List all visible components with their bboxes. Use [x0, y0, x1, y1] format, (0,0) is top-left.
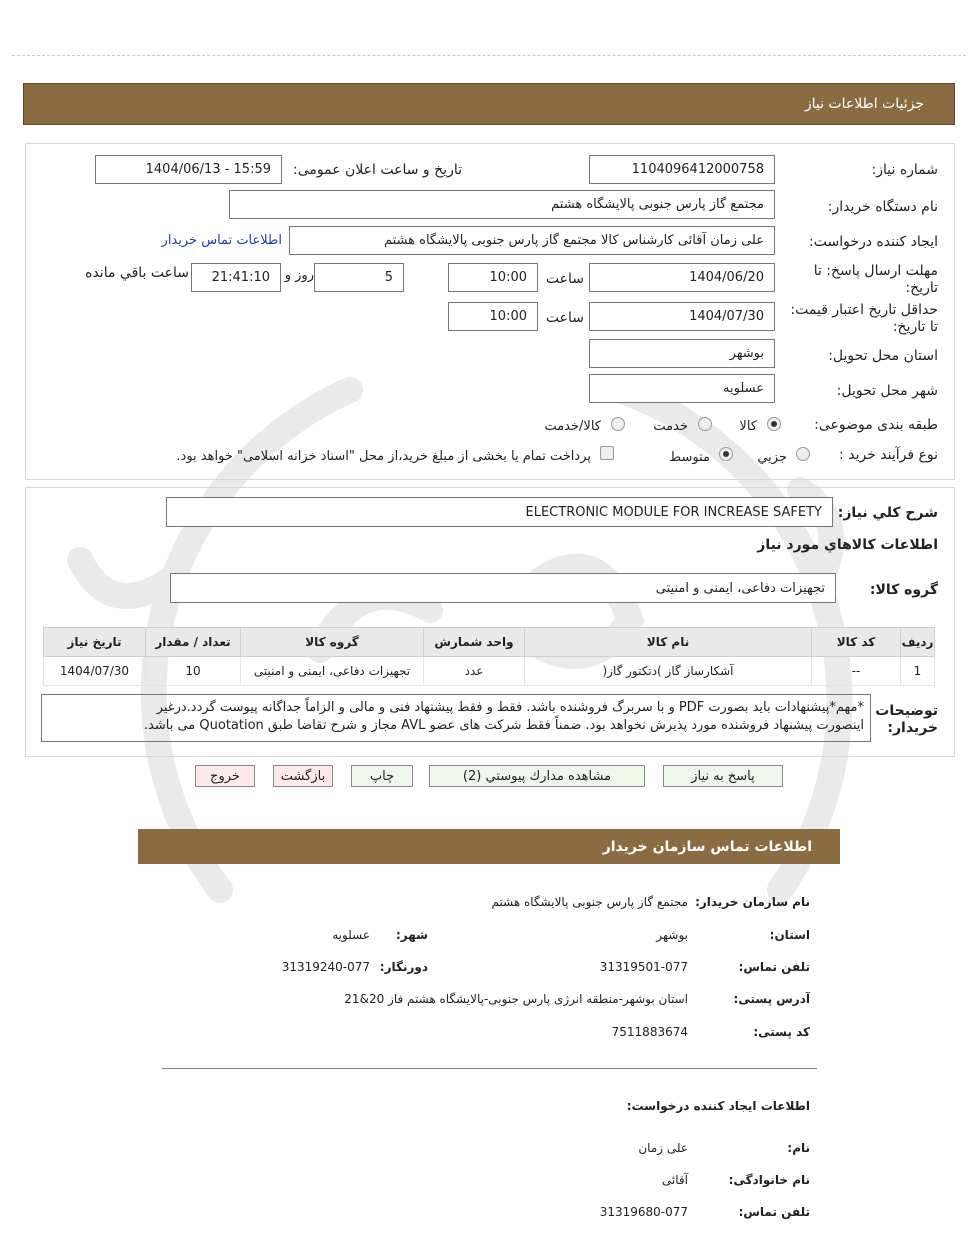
buyer-contact-link[interactable]: اطلاعات تماس خریدار — [161, 233, 282, 248]
validity-label-line2: تا تاریخ: — [892, 319, 938, 335]
contact-header — [138, 829, 840, 864]
announce-label: تاریخ و ساعت اعلان عمومی: — [293, 162, 462, 178]
city-field: عسلویه — [589, 374, 775, 403]
col-row: ردیف — [901, 628, 935, 657]
cell-date: 1404/07/30 — [44, 657, 146, 686]
province-field: بوشهر — [589, 339, 775, 368]
process-option-medium: متوسط — [669, 450, 710, 465]
cell-unit: عدد — [424, 657, 525, 686]
process-label: نوع فرآیند خرید : — [839, 447, 938, 463]
deadline-date-field: 1404/06/20 — [589, 263, 775, 292]
category-radio-goods[interactable] — [767, 417, 781, 431]
need-number-field: 1104096412000758 — [589, 155, 775, 184]
deadline-time-label: ساعت — [545, 271, 584, 287]
process-radio-medium[interactable] — [719, 447, 733, 461]
category-radio-service[interactable] — [698, 417, 712, 431]
contact-phone-value: 31319501-077 — [599, 960, 688, 974]
desc-label: شرح كلي نیاز: — [837, 505, 938, 521]
buyer-org-field: مجتمع گاز پارس جنوبی پالایشگاه هشتم — [229, 190, 775, 219]
creator-name-label: نام: — [787, 1141, 810, 1155]
creator-family-value: آقائی — [661, 1173, 688, 1187]
col-date: تاریخ نیاز — [44, 628, 146, 657]
group-label: گروه کالا: — [869, 582, 938, 598]
creator-label: ایجاد کننده درخواست: — [809, 234, 938, 250]
province-label: استان محل تحویل: — [828, 348, 938, 364]
payment-checkbox[interactable] — [600, 446, 614, 460]
contact-address-label: آدرس پستی: — [733, 992, 810, 1006]
table-row — [44, 657, 935, 686]
details-header — [23, 83, 955, 125]
creator-name-value: علی زمان — [638, 1141, 688, 1155]
cell-group: تجهیزات دفاعی، ایمنی و امنیتی — [241, 657, 424, 686]
notes-box — [41, 694, 871, 742]
creator-phone-label: تلفن تماس: — [738, 1205, 810, 1219]
contact-fax-label: دورنگار: — [379, 960, 428, 974]
items-table-header — [44, 628, 935, 657]
category-label: طبقه بندی موضوعی: — [814, 417, 938, 433]
back-button[interactable]: بازگشت — [273, 765, 333, 787]
validity-label-line1: حداقل تاریخ اعتبار قیمت: — [790, 302, 938, 318]
col-name: نام کالا — [525, 628, 812, 657]
process-radio-minor[interactable] — [796, 447, 810, 461]
print-button[interactable]: چاپ — [351, 765, 413, 787]
attachments-button[interactable]: مشاهده مدارك پيوستي (2) — [429, 765, 645, 787]
validity-time-label: ساعت — [545, 310, 584, 326]
contact-fax-value: 31319240-077 — [281, 960, 370, 974]
category-option-service: خدمت — [653, 419, 688, 434]
contact-postal-label: کد پستی: — [753, 1025, 810, 1039]
col-qty: تعداد / مقدار — [146, 628, 241, 657]
cell-code: -- — [812, 657, 901, 686]
validity-time-field: 10:00 — [448, 302, 538, 331]
group-field: تجهیزات دفاعی، ایمنی و امنیتی — [170, 573, 836, 603]
cell-name: آشکارساز گاز )دتکتور گاز( — [525, 657, 812, 686]
col-code: کد کالا — [812, 628, 901, 657]
category-option-both: کالا/خدمت — [544, 419, 601, 434]
contact-phone-label: تلفن تماس: — [738, 960, 810, 974]
deadline-remaining-field: 21:41:10 — [191, 263, 281, 292]
cell-qty: 10 — [146, 657, 241, 686]
exit-button[interactable]: خروج — [195, 765, 255, 787]
process-option-minor: جزیي — [757, 450, 787, 465]
deadline-time-field: 10:00 — [448, 263, 538, 292]
details-header-title: جزئیات اطلاعات نیاز — [804, 96, 924, 112]
reply-button[interactable]: پاسخ به نیاز — [663, 765, 783, 787]
notes-line1: *مهم*پیشنهادات باید بصورت PDF و با سربرگ فروشنده باشد. فقط و فقط پیشنهاد فنی و مالی و الزاماً جداگانه پیوست گردد.درغیر — [156, 700, 864, 715]
deadline-label-line1: مهلت ارسال پاسخ: تا — [813, 263, 938, 279]
notes-label-line1: توضیحات — [875, 703, 938, 719]
category-radio-both[interactable] — [611, 417, 625, 431]
col-group: گروه کالا — [241, 628, 424, 657]
creator-field: علی زمان آقائی کارشناس کالا مجتمع گاز پارس جنوبی پالایشگاه هشتم — [289, 226, 775, 255]
notes-line2: اینصورت پیشنهاد فروشنده مورد پذیرش نخواهد بود. ضمناً فقط شرکت های عضو AVL مجاز و شرح تقاضا طبق Quotation می باشد. — [143, 718, 864, 733]
notes-label-line2: خریدار: — [887, 720, 938, 736]
buyer-org-label: نام دستگاه خریدار: — [827, 199, 938, 215]
category-option-goods: کالا — [739, 419, 757, 434]
contact-org-value: مجتمع گاز پارس جنوبی پالایشگاه هشتم — [491, 895, 688, 909]
deadline-label-line2: تاریخ: — [905, 280, 938, 296]
goods-title: اطلاعات كالاهاي مورد نیاز — [757, 537, 938, 553]
city-label: شهر محل تحویل: — [836, 383, 938, 399]
contact-divider — [162, 1068, 817, 1069]
contact-org-label: نام سازمان خریدار: — [695, 895, 810, 909]
cell-row: 1 — [901, 657, 935, 686]
deadline-remaining-label: ساعت باقي مانده — [85, 265, 189, 281]
items-table — [43, 627, 935, 686]
creator-phone-value: 31319680-077 — [599, 1205, 688, 1219]
contact-city-value: عسلویه — [332, 928, 370, 942]
contact-header-title: اطلاعات تماس سازمان خریدار — [602, 838, 812, 855]
contact-province-value: بوشهر — [656, 928, 688, 942]
deadline-days-field: 5 — [314, 263, 404, 292]
contact-city-label: شهر: — [396, 928, 428, 942]
desc-field: ELECTRONIC MODULE FOR INCREASE SAFETY — [166, 497, 833, 527]
contact-postal-value: 7511883674 — [611, 1025, 688, 1039]
contact-address-value: استان بوشهر-منطقه انرژی پارس جنوبی-پالایشگاه هشتم فاز 20&21 — [344, 992, 688, 1006]
need-number-label: شماره نیاز: — [871, 162, 938, 178]
announce-field: 1404/06/13 - 15:59 — [95, 155, 282, 184]
validity-date-field: 1404/07/30 — [589, 302, 775, 331]
contact-province-label: استان: — [769, 928, 810, 942]
top-divider — [12, 55, 966, 56]
creator-info-title: اطلاعات ایجاد کننده درخواست: — [626, 1099, 810, 1113]
deadline-days-label: روز و — [284, 268, 314, 283]
creator-family-label: نام خانوادگی: — [728, 1173, 810, 1187]
col-unit: واحد شمارش — [424, 628, 525, 657]
payment-note: پرداخت تمام یا بخشی از مبلغ خرید،از محل "اسناد خزانه اسلامی" خواهد بود. — [176, 449, 591, 464]
